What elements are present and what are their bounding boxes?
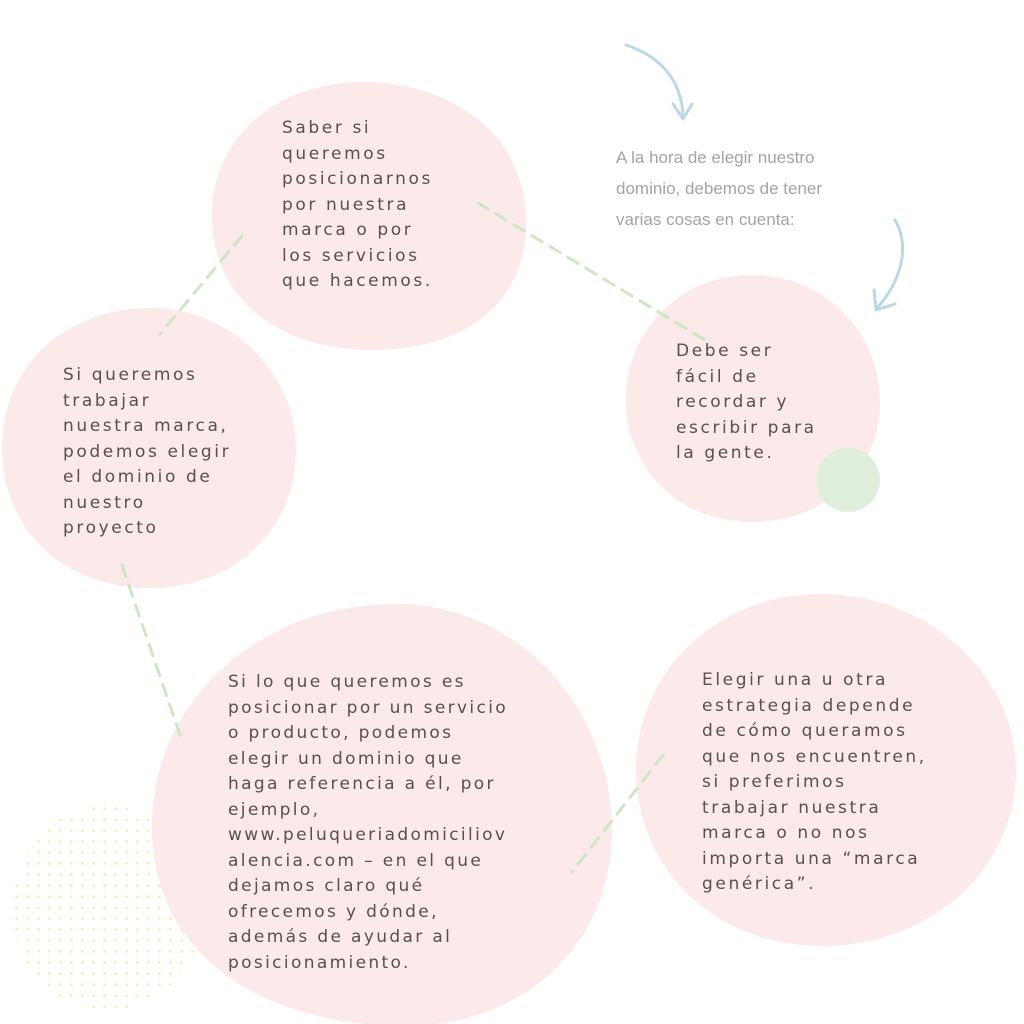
node-easy-to-remember-text: Debe ser fácil de recordar y escribir para la gente. (676, 341, 817, 463)
node-work-brand-text: Si queremos trabajar nuestra marca, podemos elegir el dominio de nuestro proyecto (63, 365, 232, 538)
connector-work-brand-to-service (122, 565, 180, 735)
green-dot (816, 448, 880, 512)
node-strategy-text: Elegir una u otra estrategia depende de cómo queramos que nos encuentren, si preferimos trabajar nuestra marca o no nos importa una “marca genérica”. (702, 670, 927, 894)
intro-text: A la hora de elegir nuestro dominio, debemos de tener varias cosas en cuenta: (616, 148, 823, 229)
node-service-or-product-text: Si lo que queremos es posicionar por un servicio o producto, podemos elegir un dominio que haga referencia a él, por ejemplo, www.peluqueriadomiciliov alencia.com – en el que dejamos claro qué ofrecemos y dónde, además de ayudar al posicionamiento. (228, 672, 509, 973)
node-brand-or-services-text: Saber si queremos posicionarnos por nuestra marca o por los servicios que hacemos. (282, 118, 433, 291)
curved-arrow-icon (626, 45, 692, 119)
curved-arrow-icon (874, 220, 903, 310)
